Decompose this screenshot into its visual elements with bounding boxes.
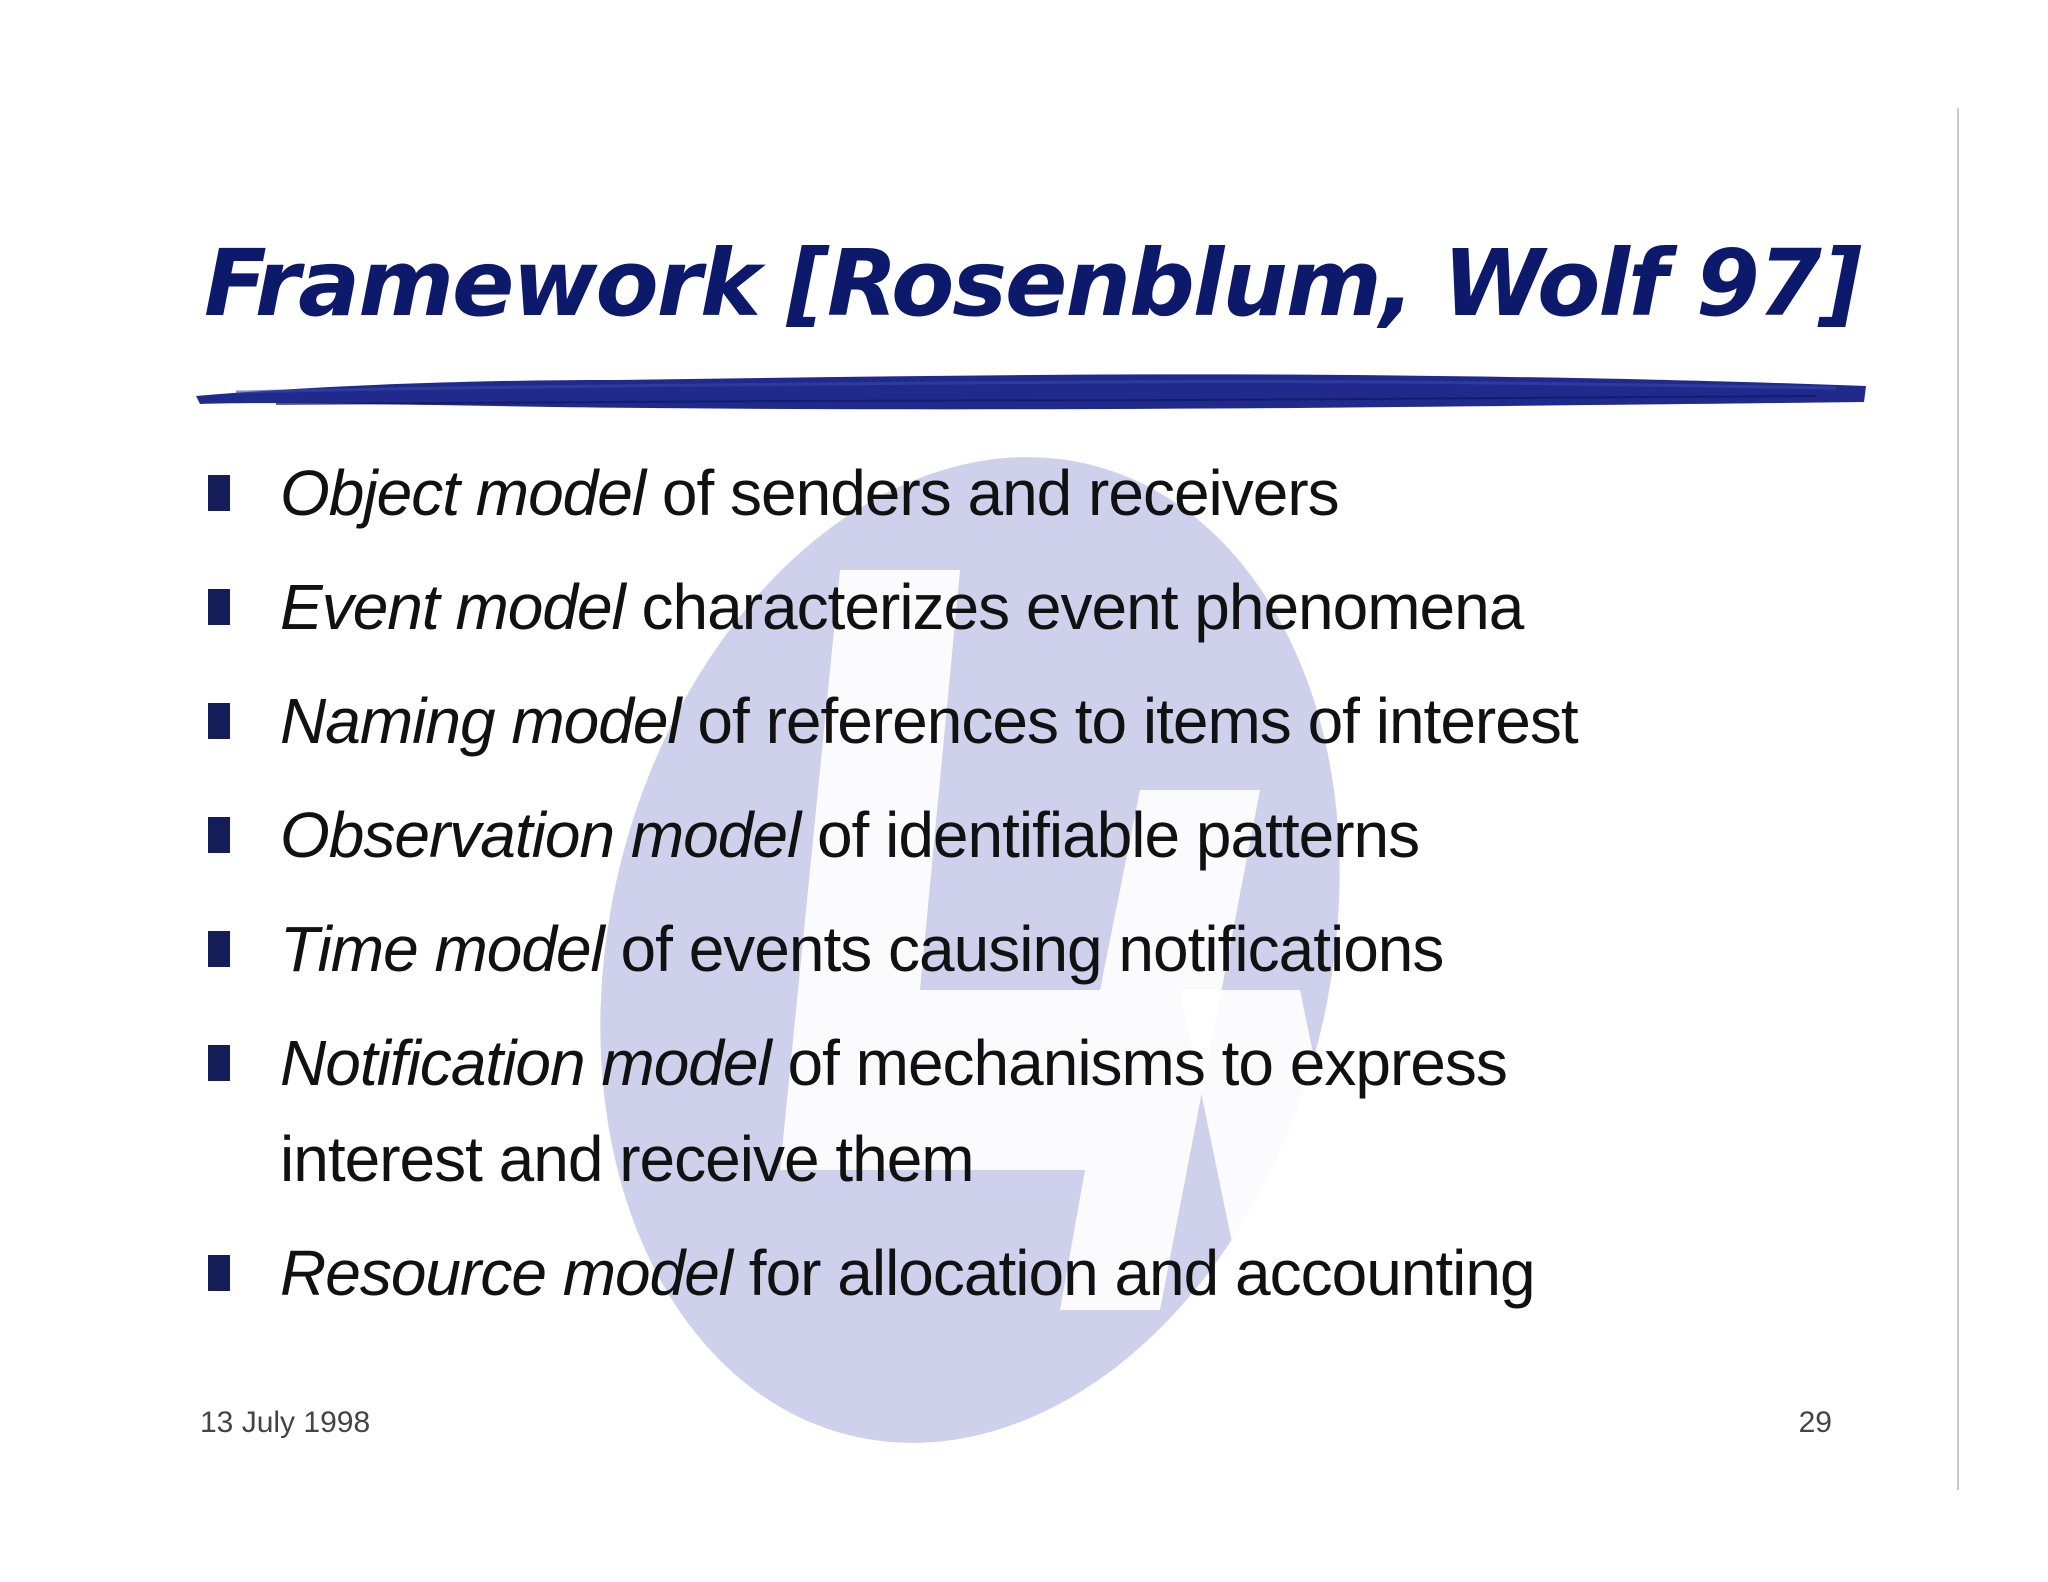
bullet-text: characterizes event phenomena [624,571,1524,643]
bullet-term: Notification model [280,1027,771,1099]
bullet-text: for allocation and accounting [732,1237,1535,1309]
page-number: 29 [1798,1406,1832,1439]
bullet-term: Time model [280,913,604,985]
bullet-list [204,445,1804,1339]
bullet-square-icon [208,817,230,853]
bullet-square-icon [208,475,230,511]
bullet-square-icon [208,589,230,625]
bullet-term: Object model [280,457,646,529]
footer-date: 13 July 1998 [200,1406,371,1439]
bullet-text: of events causing notifications [603,913,1444,985]
list-item [204,559,1804,655]
bullet-text: of references to items of interest [680,685,1578,757]
slide-title: Framework [204,230,760,337]
bullet-square-icon [208,1045,230,1081]
bullet-square-icon [208,931,230,967]
list-item [204,901,1804,997]
bullet-text: of senders and receivers [645,457,1339,529]
bullet-square-icon [208,703,230,739]
list-item [204,1015,1680,1207]
bullet-text: of identifiable patterns [800,799,1420,871]
slide-citation: [Rosenblum, Wolf 97] [786,230,1860,337]
list-item [204,787,1804,883]
bullet-term: Observation model [280,799,801,871]
bullet-term: Event model [280,571,625,643]
bullet-term: Naming model [280,685,681,757]
title-brush-underline [196,366,1866,422]
right-edge-rule [1957,108,1959,1490]
bullet-term: Resource model [280,1237,732,1309]
list-item [204,673,1804,769]
list-item [204,445,1804,541]
bullet-square-icon [208,1255,230,1291]
list-item [204,1225,1804,1321]
bullet-text: of mechanisms to express interest and receive them [280,1027,1507,1195]
